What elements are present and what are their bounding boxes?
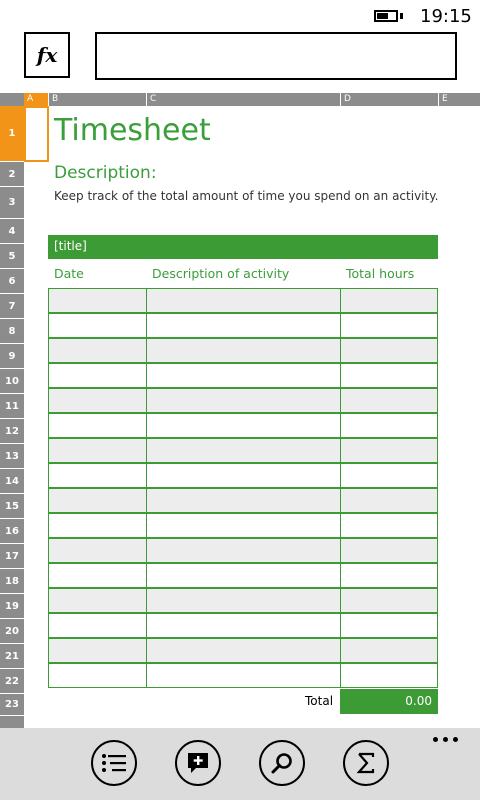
- activity-cell[interactable]: [146, 588, 341, 613]
- activity-cell[interactable]: [146, 463, 341, 488]
- date-cell[interactable]: [48, 388, 147, 413]
- hours-cell[interactable]: [340, 663, 438, 688]
- row-header-10[interactable]: 10: [0, 369, 24, 394]
- section-title: [title]: [54, 239, 87, 253]
- activity-cell[interactable]: [146, 488, 341, 513]
- table-row: [48, 538, 438, 563]
- row-header-5[interactable]: 5: [0, 244, 24, 269]
- ellipsis-icon: [433, 737, 438, 742]
- column-header-e[interactable]: E: [438, 93, 480, 106]
- date-cell[interactable]: [48, 338, 147, 363]
- activity-cell[interactable]: [146, 313, 341, 338]
- date-cell[interactable]: [48, 413, 147, 438]
- add-comment-button[interactable]: [175, 740, 221, 786]
- activity-cell[interactable]: [146, 438, 341, 463]
- hours-cell[interactable]: [340, 463, 438, 488]
- activity-cell[interactable]: [146, 388, 341, 413]
- row-header-12[interactable]: 12: [0, 419, 24, 444]
- outline-button[interactable]: [91, 740, 137, 786]
- table-row: [48, 563, 438, 588]
- row-header-1[interactable]: 1: [0, 106, 24, 162]
- activity-cell[interactable]: [146, 563, 341, 588]
- ellipsis-icon: [453, 737, 458, 742]
- hours-cell[interactable]: [340, 563, 438, 588]
- row-header-8[interactable]: 8: [0, 319, 24, 344]
- row-header-21[interactable]: 21: [0, 644, 24, 669]
- description-heading[interactable]: Description:: [54, 163, 157, 183]
- row-header-9[interactable]: 9: [0, 344, 24, 369]
- table-row: [48, 413, 438, 438]
- row-header-11[interactable]: 11: [0, 394, 24, 419]
- header-activity[interactable]: Description of activity: [152, 266, 290, 281]
- sum-icon: [355, 751, 377, 775]
- table-row: [48, 438, 438, 463]
- row-header-3[interactable]: 3: [0, 187, 24, 219]
- hours-cell[interactable]: [340, 388, 438, 413]
- clock: 19:15: [420, 6, 472, 27]
- row-header-22[interactable]: 22: [0, 669, 24, 694]
- row-header-16[interactable]: 16: [0, 519, 24, 544]
- hours-cell[interactable]: [340, 313, 438, 338]
- table-row: [48, 488, 438, 513]
- row-header-23[interactable]: 23: [0, 694, 24, 716]
- list-icon: [101, 753, 127, 773]
- status-bar: [0, 0, 480, 32]
- date-cell[interactable]: [48, 538, 147, 563]
- row-header-18[interactable]: 18: [0, 569, 24, 594]
- date-cell[interactable]: [48, 313, 147, 338]
- activity-cell[interactable]: [146, 638, 341, 663]
- comment-add-icon: [186, 751, 210, 775]
- row-header-19[interactable]: 19: [0, 594, 24, 619]
- sheet-title[interactable]: Timesheet: [54, 113, 211, 148]
- table-row: [48, 313, 438, 338]
- row-header-15[interactable]: 15: [0, 494, 24, 519]
- table-row: [48, 363, 438, 388]
- hours-cell[interactable]: [340, 588, 438, 613]
- activity-cell[interactable]: [146, 288, 341, 313]
- section-title-bar[interactable]: [48, 235, 438, 259]
- row-header-13[interactable]: 13: [0, 444, 24, 469]
- fx-button[interactable]: [24, 32, 70, 78]
- row-header-4[interactable]: 4: [0, 219, 24, 244]
- table-row: [48, 338, 438, 363]
- column-header-bar: [0, 93, 480, 106]
- date-cell[interactable]: [48, 513, 147, 538]
- hours-cell[interactable]: [340, 338, 438, 363]
- date-cell[interactable]: [48, 563, 147, 588]
- column-header-d[interactable]: D: [340, 93, 438, 106]
- date-cell[interactable]: [48, 438, 147, 463]
- search-icon: [270, 751, 294, 775]
- date-cell[interactable]: [48, 613, 147, 638]
- battery-icon: [374, 10, 398, 22]
- description-text[interactable]: Keep track of the total amount of time you spend on an activity.: [54, 189, 439, 203]
- table-row: [48, 638, 438, 663]
- date-cell[interactable]: [48, 488, 147, 513]
- table-row: [48, 663, 438, 688]
- total-label[interactable]: Total: [305, 694, 334, 708]
- activity-cell[interactable]: [146, 413, 341, 438]
- row-header-20[interactable]: 20: [0, 619, 24, 644]
- activity-cell[interactable]: [146, 663, 341, 688]
- column-header-b[interactable]: B: [48, 93, 146, 106]
- hours-cell[interactable]: [340, 613, 438, 638]
- fx-icon: fx: [36, 43, 58, 67]
- row-header-14[interactable]: 14: [0, 469, 24, 494]
- column-header-c[interactable]: C: [146, 93, 340, 106]
- activity-cell[interactable]: [146, 538, 341, 563]
- activity-cell[interactable]: [146, 513, 341, 538]
- hours-cell[interactable]: [340, 538, 438, 563]
- row-header-6[interactable]: 6: [0, 269, 24, 294]
- hours-cell[interactable]: [340, 513, 438, 538]
- date-cell[interactable]: [48, 588, 147, 613]
- total-value[interactable]: 0.00: [340, 689, 438, 714]
- row-header-7[interactable]: 7: [0, 294, 24, 319]
- activity-cell[interactable]: [146, 363, 341, 388]
- table-row: [48, 588, 438, 613]
- hours-cell[interactable]: [340, 288, 438, 313]
- ellipsis-icon: [443, 737, 448, 742]
- hours-cell[interactable]: [340, 413, 438, 438]
- date-cell[interactable]: [48, 288, 147, 313]
- date-cell[interactable]: [48, 663, 147, 688]
- table-row: [48, 513, 438, 538]
- header-hours[interactable]: Total hours: [346, 266, 415, 281]
- app-bar: [0, 728, 480, 800]
- table-row: [48, 388, 438, 413]
- row-header-2[interactable]: 2: [0, 162, 24, 187]
- activity-cell[interactable]: [146, 338, 341, 363]
- selected-cell[interactable]: [24, 106, 49, 162]
- more-button[interactable]: [428, 732, 462, 746]
- hours-cell[interactable]: [340, 488, 438, 513]
- battery-tip: [400, 13, 403, 19]
- column-header-a[interactable]: A: [24, 93, 48, 106]
- table-row: [48, 463, 438, 488]
- formula-input[interactable]: [95, 32, 457, 80]
- activity-cell[interactable]: [146, 613, 341, 638]
- hours-cell[interactable]: [340, 363, 438, 388]
- hours-cell[interactable]: [340, 638, 438, 663]
- autosum-button[interactable]: [343, 740, 389, 786]
- row-header-bar: [0, 106, 24, 728]
- find-button[interactable]: [259, 740, 305, 786]
- date-cell[interactable]: [48, 463, 147, 488]
- date-cell[interactable]: [48, 363, 147, 388]
- header-date[interactable]: Date: [54, 266, 84, 281]
- row-header-17[interactable]: 17: [0, 544, 24, 569]
- table-row: [48, 613, 438, 638]
- date-cell[interactable]: [48, 638, 147, 663]
- hours-cell[interactable]: [340, 438, 438, 463]
- table-row: [48, 288, 438, 313]
